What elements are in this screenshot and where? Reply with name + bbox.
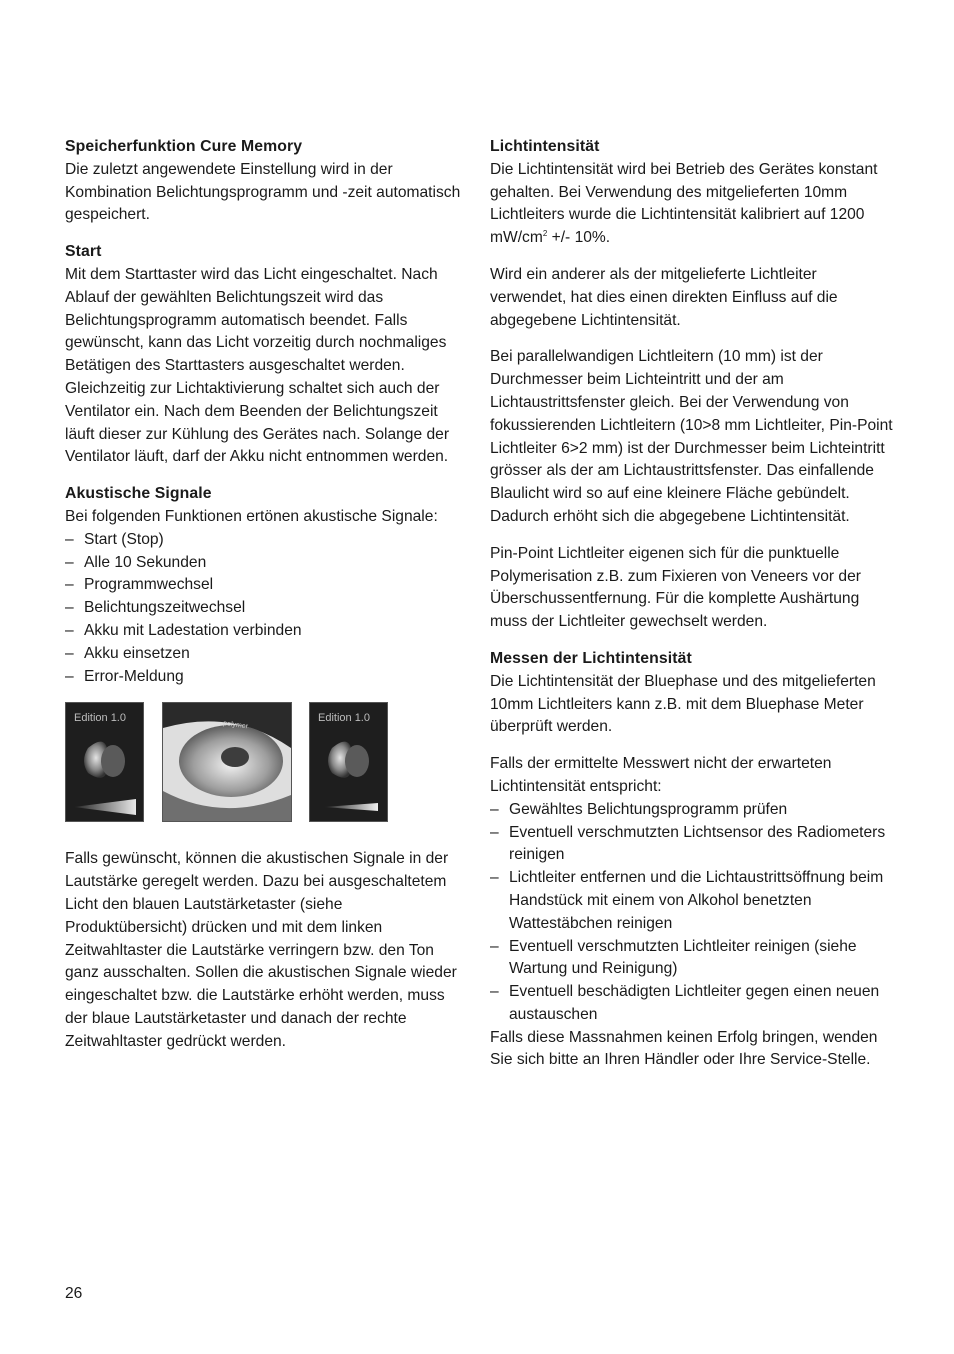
list-item: – Akku mit Ladestation verbinden xyxy=(65,620,465,643)
paragraph-lautstaerke: Falls gewünscht, können die akustischen Signale in der Lautstärke geregelt werden. Dazu bei ausgeschaltetem Licht den blauen Lautstärketaster (siehe Produktübersicht) drücken und mit dem linken Zeitwahltaster die Lautstärke verringern bzw. den Ton ganz ausschalten. Sollen die akustischen Signale wieder eingeschaltet bzw. die Lautstärke erhöht werden, muss der blaue Lautstärketaster und danach der rechte Zeitwahltaster gedrückt werden. xyxy=(65,850,457,1050)
section-lautstaerke xyxy=(65,848,465,1053)
list-item: – Gewähltes Belichtungsprogramm prüfen xyxy=(490,799,895,822)
edition-label: Edition 1.0 xyxy=(74,712,126,725)
paragraph-messen-2: Falls der ermittelte Messwert nicht der erwarteten Lichtintensität entspricht: xyxy=(490,755,832,795)
section-cure-memory xyxy=(65,136,465,227)
list-item: – Eventuell verschmutzten Lichtleiter reinigen (siehe Wartung und Reinigung) xyxy=(490,936,895,982)
list-item: – Lichtleiter entfernen und die Lichtaustrittsöffnung beim Handstück mit einem von Alkohol benetzten Wattestäbchen reinigen xyxy=(490,867,895,935)
paragraph-cure-memory: Die zuletzt angewendete Einstellung wird in der Kombination Belichtungsprogramm und -zeit automatisch gespeichert. xyxy=(65,160,461,224)
list-item: – Programmwechsel xyxy=(65,574,465,597)
edition-label: Edition 1.0 xyxy=(318,712,370,725)
handpiece-buttons-image xyxy=(162,702,292,822)
paragraph-lichtintensitaet-3: Bei parallelwandigen Lichtleitern (10 mm) ist der Durchmesser beim Lichteintritt und der am Lichtaustrittsfenster gleich. Bei der Verwendung von fokussierenden Lichtleitern (10>8 mm Lichtleiter, Pin-Point Lichtleiter 6>2 mm) ist der Durchmesser beim Lichteintritt grösser als der am Lichtaustrittsfenster. Das einfallende Blaulicht wird so auf eine kleinere Fläche gebündelt. Dadurch erhöht sich die abgegebene Lichtintensität. xyxy=(490,348,893,525)
heading-messen: Messen der Lichtintensität xyxy=(490,649,692,667)
left-column xyxy=(65,136,465,1068)
brand-lettering: polymer xyxy=(222,720,249,731)
right-column xyxy=(490,136,895,1086)
heading-akustische-signale: Akustische Signale xyxy=(65,485,212,503)
list-item: – Eventuell beschädigten Lichtleiter gegen einen neuen austauschen xyxy=(490,981,895,1027)
heading-cure-memory: Speicherfunktion Cure Memory xyxy=(65,138,303,155)
list-item: – Eventuell verschmutzten Lichtsensor des Radiometers reinigen xyxy=(490,822,895,868)
paragraph-lichtintensitaet-2: Wird ein anderer als der mitgelieferte Lichtleiter verwendet, hat dies einen direkten Einfluss auf die abgegebene Lichtintensität. xyxy=(490,265,838,329)
signal-list xyxy=(65,529,465,689)
list-item: – Error-Meldung xyxy=(65,666,465,689)
paragraph-messen-closing: Falls diese Massnahmen keinen Erfolg bringen, wenden Sie sich bitte an Ihren Händler oder Ihre Service-Stelle. xyxy=(490,1028,878,1069)
paragraph-lichtintensitaet-4: Pin-Point Lichtleiter eigenen sich für die punktuelle Polymerisation z.B. zum Fixieren von Veneers vor der Überschussentfernung. Für die komplette Aushärtung muss der Lichtleiter gewechselt werden. xyxy=(490,544,861,631)
list-item: – Akku einsetzen xyxy=(65,643,465,666)
list-item: – Alle 10 Sekunden xyxy=(65,552,465,575)
paragraph-signale-intro: Bei folgenden Funktionen ertönen akustische Signale: xyxy=(65,507,438,525)
section-akustische-signale xyxy=(65,483,465,688)
heading-start: Start xyxy=(65,243,102,261)
measures-list xyxy=(490,799,895,1027)
section-messen xyxy=(490,648,895,1072)
paragraph-start: Mit dem Starttaster wird das Licht eingeschaltet. Nach Ablauf der gewählten Belichtungszeit wird das Belichtungsprogramm automatisch beendet. Falls gewünscht, kann das Licht vorzeitig durch nochmaliges Betätigen des Starttasters ausgeschaltet werden. Gleichzeitig zur Lichtaktivierung schaltet sich auch der Ventilator ein. Nach dem Beenden der Belichtungszeit läuft dieser zur Kühlung des Gerätes nach. Solange der Ventilator läuft, darf der Akku nicht entnommen werden. xyxy=(65,265,450,466)
list-item: – Belichtungszeitwechsel xyxy=(65,597,465,620)
light-guide-image-1 xyxy=(65,702,144,822)
device-images xyxy=(65,702,465,822)
paragraph-lichtintensitaet-1: Die Lichtintensität wird bei Betrieb des Gerätes konstant gehalten. Bei Verwendung des mitgelieferten 10mm Lichtleiters wurde die Lichtintensität kalibriert auf 1200 $mW/cm^2$ +/- 10%. xyxy=(490,160,878,247)
heading-lichtintensitaet: Lichtintensität xyxy=(490,138,600,155)
section-start xyxy=(65,241,465,469)
page-number: 26 xyxy=(65,1285,83,1302)
light-guide-image-2 xyxy=(309,702,388,822)
section-lichtintensitaet xyxy=(490,136,895,634)
list-item: – Start (Stop) xyxy=(65,529,465,552)
paragraph-messen-1: Die Lichtintensität der Bluephase und des mitgelieferten 10mm Lichtleiters kann z.B. mit dem Bluephase Meter überprüft werden. xyxy=(490,672,876,736)
